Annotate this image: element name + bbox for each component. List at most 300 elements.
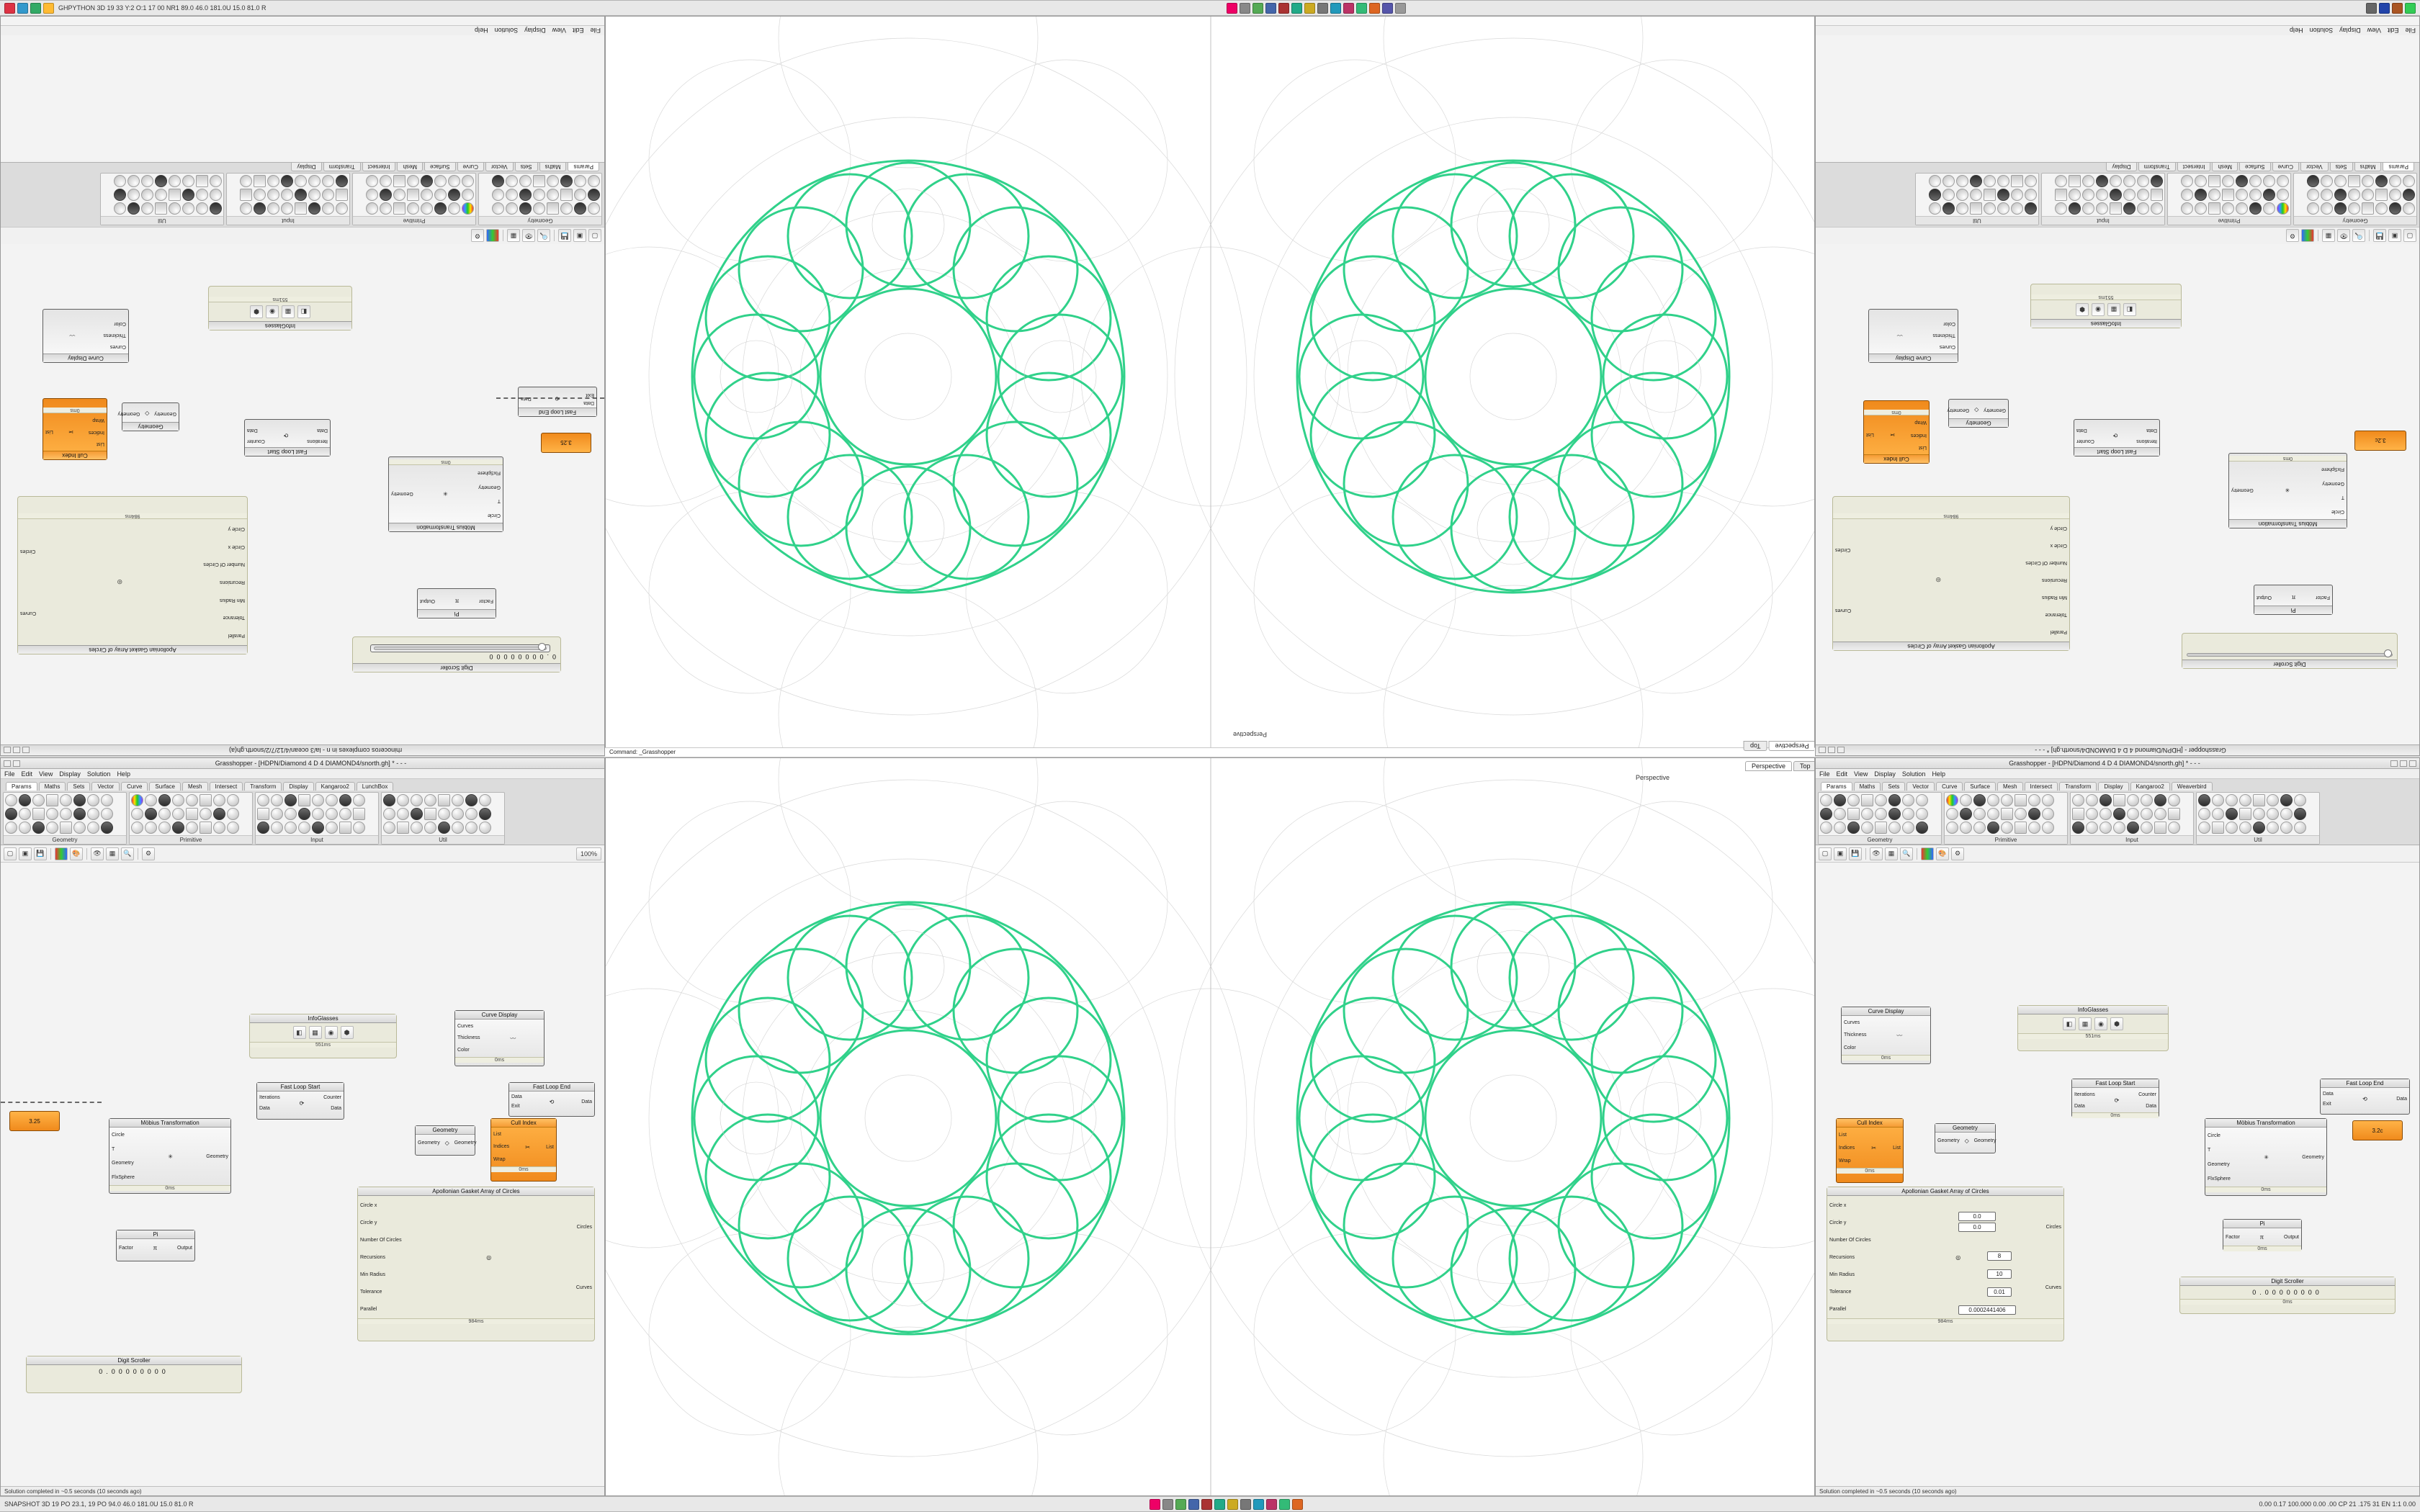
port-data[interactable]: Data bbox=[317, 428, 328, 433]
number-slider-2[interactable] bbox=[2354, 431, 2406, 451]
group-digit-scroller[interactable] bbox=[352, 636, 561, 672]
port-geometry-out[interactable]: Geometry bbox=[454, 1140, 477, 1146]
settings-icon[interactable]: ⚙ bbox=[471, 230, 484, 243]
digit-scroller-value[interactable]: 0.00000000 bbox=[485, 653, 556, 660]
ribbon-tab-intersect[interactable]: Intersect bbox=[2025, 782, 2058, 791]
menu-edit[interactable]: Edit bbox=[572, 27, 584, 35]
ribbon-tab-curve[interactable]: Curve bbox=[2272, 163, 2299, 171]
port-min-radius[interactable]: Min Radius bbox=[2041, 595, 2067, 600]
taskbar-app-icon[interactable] bbox=[1253, 1499, 1264, 1510]
ribbon-tab-intersect[interactable]: Intersect bbox=[210, 782, 243, 791]
ribbon-tab-curve[interactable]: Curve bbox=[457, 163, 484, 171]
ribbon-tab-surface[interactable]: Surface bbox=[424, 163, 456, 171]
port-recursions[interactable]: Recursions bbox=[360, 1254, 386, 1260]
window-bottom-right[interactable] bbox=[1815, 757, 2420, 1496]
window-controls[interactable] bbox=[1819, 747, 1845, 754]
save-icon[interactable]: 💾 bbox=[34, 847, 47, 860]
port-circle-x[interactable]: Circle x bbox=[228, 544, 245, 549]
port-tolerance[interactable]: Tolerance bbox=[1829, 1289, 1852, 1295]
port-counter[interactable]: Counter bbox=[2138, 1092, 2156, 1097]
port-indices[interactable]: Indices bbox=[1839, 1145, 1855, 1151]
port-curves[interactable]: Curves bbox=[20, 611, 37, 616]
ribbon-icons[interactable] bbox=[2043, 175, 2163, 215]
taskbar-app-icon[interactable] bbox=[1162, 1499, 1173, 1510]
settings-icon[interactable]: ⚙ bbox=[142, 847, 155, 860]
menu-view[interactable]: View bbox=[39, 770, 53, 778]
panel-circle-y[interactable]: 0.0 bbox=[1958, 1223, 1996, 1232]
port-geometry[interactable]: Geometry bbox=[2208, 1161, 2230, 1167]
ribbon-tab-maths[interactable]: Maths bbox=[539, 163, 567, 171]
port-color[interactable]: Color bbox=[1844, 1045, 1856, 1050]
component-geometry[interactable] bbox=[117, 402, 179, 431]
infoglasses-icon[interactable]: ⬢ bbox=[2076, 303, 2089, 316]
tab-perspective[interactable]: Perspective bbox=[1745, 761, 1792, 771]
component-pi[interactable] bbox=[2223, 1219, 2302, 1251]
port-thickness[interactable]: Thickness bbox=[1844, 1032, 1867, 1038]
tray-icon[interactable] bbox=[2379, 3, 2390, 14]
component-mobius-transformation[interactable] bbox=[2205, 1118, 2327, 1196]
menu-help[interactable]: Help bbox=[1932, 770, 1945, 778]
port-circle-y[interactable]: Circle y bbox=[1829, 1220, 1847, 1225]
taskbar-app-icon[interactable] bbox=[1395, 3, 1406, 14]
port-geometry[interactable]: Geometry bbox=[478, 484, 501, 490]
taskbar-app-icon[interactable] bbox=[1291, 3, 1302, 14]
port-output[interactable]: Output bbox=[176, 1245, 192, 1251]
component-fast-loop-end[interactable] bbox=[2320, 1079, 2410, 1115]
ribbon-tab-surface[interactable]: Surface bbox=[149, 782, 181, 791]
ribbon-icons[interactable] bbox=[1820, 794, 1940, 834]
group-digit-scroller[interactable] bbox=[2179, 1277, 2396, 1314]
gh-ribbon-br[interactable] bbox=[1816, 779, 2419, 845]
port-geometry-out[interactable]: Geometry bbox=[1947, 408, 1970, 413]
menu-file[interactable]: File bbox=[1819, 770, 1830, 778]
close-icon[interactable] bbox=[2409, 760, 2416, 767]
tab-perspective[interactable]: Perspective bbox=[1769, 741, 1815, 751]
port-circles[interactable]: Circles bbox=[576, 1224, 592, 1230]
ribbon-icons[interactable] bbox=[5, 794, 125, 834]
component-curve-display[interactable] bbox=[454, 1010, 544, 1066]
component-pi[interactable] bbox=[116, 1230, 195, 1261]
port-geometry-out[interactable]: Geometry bbox=[1973, 1138, 1996, 1143]
ribbon-tab-vector[interactable]: Vector bbox=[485, 163, 514, 171]
ribbon-icons[interactable] bbox=[257, 794, 377, 834]
minimize-icon[interactable] bbox=[2390, 760, 2398, 767]
port-data-out[interactable]: Data bbox=[2396, 1096, 2407, 1102]
component-cull-index[interactable] bbox=[42, 398, 107, 460]
port-geometry-out[interactable]: Geometry bbox=[117, 411, 140, 417]
minimize-icon[interactable] bbox=[1837, 747, 1845, 754]
ribbon-tab-sets[interactable]: Sets bbox=[2330, 163, 2353, 171]
color-icon[interactable] bbox=[2301, 230, 2314, 243]
gh-canvas-tr[interactable] bbox=[1815, 248, 2419, 744]
port-number-of-circles[interactable]: Number Of Circles bbox=[360, 1237, 402, 1243]
ribbon-icons[interactable] bbox=[131, 794, 251, 834]
port-list[interactable]: List bbox=[97, 441, 104, 447]
port-t[interactable]: T bbox=[2208, 1147, 2211, 1153]
infoglasses-icon[interactable]: ▦ bbox=[2079, 1017, 2092, 1030]
taskbar-app-icon[interactable] bbox=[1330, 3, 1341, 14]
ribbon-icons[interactable] bbox=[2169, 175, 2289, 215]
port-exit[interactable]: Exit bbox=[511, 1104, 520, 1109]
port-geometry[interactable]: Geometry bbox=[112, 1161, 134, 1166]
ribbon-group[interactable] bbox=[2293, 173, 2417, 225]
group-apollonian-gasket[interactable] bbox=[1832, 496, 2070, 651]
port-circle[interactable]: Circle bbox=[112, 1133, 125, 1138]
port-list[interactable]: List bbox=[493, 1132, 501, 1138]
viewport-tabs-bottom[interactable] bbox=[1745, 761, 1815, 771]
palette-icon[interactable]: 🎨 bbox=[70, 847, 83, 860]
os-taskbar-top[interactable] bbox=[0, 0, 2420, 16]
menu-help[interactable]: Help bbox=[117, 770, 130, 778]
component-mobius-transformation[interactable] bbox=[109, 1118, 231, 1194]
ribbon-group[interactable] bbox=[1915, 173, 2039, 225]
ribbon-tab-maths[interactable]: Maths bbox=[2354, 163, 2382, 171]
color-icon[interactable] bbox=[1921, 847, 1934, 860]
new-icon[interactable]: ▢ bbox=[588, 230, 601, 243]
taskbar-app-icon[interactable] bbox=[1240, 1499, 1251, 1510]
port-geometry[interactable]: Geometry bbox=[418, 1140, 440, 1146]
ribbon-icons[interactable] bbox=[2295, 175, 2415, 215]
ribbon-group[interactable] bbox=[1818, 792, 1942, 845]
window-titlebar[interactable] bbox=[1816, 744, 2419, 755]
component-fast-loop-start[interactable] bbox=[2074, 419, 2160, 456]
tray-icon[interactable] bbox=[17, 3, 28, 14]
save-icon[interactable]: 💾 bbox=[2373, 230, 2386, 243]
port-parallel[interactable]: Parallel bbox=[1829, 1306, 1847, 1312]
port-number-of-circles[interactable]: Number Of Circles bbox=[2025, 560, 2067, 566]
port-number-of-circles[interactable]: Number Of Circles bbox=[203, 562, 245, 567]
port-data-out[interactable]: Data bbox=[2146, 1103, 2156, 1109]
component-fast-loop-start[interactable] bbox=[256, 1082, 344, 1120]
ribbon-tabs[interactable] bbox=[1, 163, 602, 173]
infoglasses-icon[interactable]: ◧ bbox=[2063, 1017, 2076, 1030]
ribbon-tab-display[interactable]: Display bbox=[2106, 163, 2136, 171]
ribbon-tab-curve[interactable]: Curve bbox=[1936, 782, 1963, 791]
component-cull-index[interactable] bbox=[490, 1118, 557, 1182]
zoom-icon[interactable]: 🔍 bbox=[121, 847, 134, 860]
port-geometry-out[interactable]: Geometry bbox=[2231, 487, 2254, 493]
port-exit[interactable]: Exit bbox=[2323, 1101, 2331, 1107]
slider-track[interactable] bbox=[374, 647, 547, 650]
menu-solution[interactable]: Solution bbox=[2309, 27, 2334, 35]
port-exit[interactable]: Exit bbox=[586, 392, 594, 397]
port-circle[interactable]: Circle bbox=[2331, 508, 2344, 514]
color-icon[interactable] bbox=[55, 847, 68, 860]
ribbon-group[interactable] bbox=[352, 173, 476, 225]
settings-icon[interactable]: ⚙ bbox=[2286, 230, 2299, 243]
port-color[interactable]: Color bbox=[114, 321, 126, 327]
port-circle-x[interactable]: Circle x bbox=[2050, 543, 2067, 549]
taskbar-app-icon[interactable] bbox=[1201, 1499, 1212, 1510]
grid-icon[interactable]: ▦ bbox=[507, 230, 520, 243]
port-t[interactable]: T bbox=[112, 1146, 115, 1152]
gh-ribbon-tl[interactable] bbox=[0, 162, 604, 227]
taskbar-app-icon[interactable] bbox=[1382, 3, 1393, 14]
ribbon-tab-surface[interactable]: Surface bbox=[1964, 782, 1996, 791]
window-top-left-mirrored[interactable] bbox=[0, 16, 605, 756]
panel-min-radius[interactable]: 0.01 bbox=[1987, 1287, 2012, 1297]
infoglasses-icon[interactable]: ◧ bbox=[293, 1026, 306, 1039]
port-tolerance[interactable]: Tolerance bbox=[360, 1289, 382, 1295]
gh-ribbon-tr[interactable] bbox=[1815, 162, 2419, 227]
gh-toolbar-tl[interactable] bbox=[0, 227, 604, 244]
number-slider-1[interactable] bbox=[9, 1111, 60, 1131]
settings-icon[interactable]: ⚙ bbox=[1951, 847, 1964, 860]
panel-number-of-circles[interactable]: 8 bbox=[1987, 1251, 2012, 1261]
zoom-icon[interactable]: 🔍 bbox=[2352, 230, 2365, 243]
port-output[interactable]: Output bbox=[2283, 1234, 2299, 1240]
ribbon-tab-display[interactable]: Display bbox=[291, 163, 321, 171]
ribbon-tab-sets[interactable]: Sets bbox=[67, 782, 90, 791]
open-icon[interactable]: ▣ bbox=[1834, 847, 1847, 860]
ribbon-tab-transform[interactable]: Transform bbox=[244, 782, 282, 791]
component-fast-loop-start[interactable] bbox=[2071, 1079, 2159, 1117]
port-indices[interactable]: Indices bbox=[88, 429, 104, 435]
port-counter[interactable]: Counter bbox=[247, 438, 265, 444]
ribbon-icons[interactable] bbox=[480, 175, 600, 215]
port-min-radius[interactable]: Min Radius bbox=[1829, 1272, 1855, 1277]
open-icon[interactable]: ▣ bbox=[573, 230, 586, 243]
ribbon-tab-mesh[interactable]: Mesh bbox=[182, 782, 208, 791]
port-thickness[interactable]: Thickness bbox=[457, 1035, 480, 1041]
ribbon-tab-params[interactable]: Params bbox=[6, 782, 37, 791]
grid-icon[interactable]: ▦ bbox=[106, 847, 119, 860]
ribbon-group[interactable] bbox=[2041, 173, 2165, 225]
port-list-out[interactable]: List bbox=[1866, 432, 1874, 438]
port-data[interactable]: Data bbox=[511, 1094, 522, 1099]
port-curves[interactable]: Curves bbox=[109, 344, 126, 350]
os-taskbar-bottom[interactable] bbox=[0, 1496, 2420, 1512]
group-apollonian-gasket[interactable] bbox=[17, 496, 248, 654]
port-wrap[interactable]: Wrap bbox=[1839, 1158, 1851, 1164]
tab-top[interactable]: Top bbox=[1744, 741, 1767, 751]
menu-file[interactable]: File bbox=[2405, 27, 2416, 35]
port-curves[interactable]: Curves bbox=[1939, 344, 1955, 350]
component-curve-display[interactable] bbox=[1841, 1007, 1931, 1064]
component-geometry[interactable] bbox=[1935, 1123, 1996, 1153]
digit-scroller-slider[interactable] bbox=[370, 644, 550, 652]
infoglasses-icon[interactable]: ◉ bbox=[325, 1026, 338, 1039]
window-controls[interactable] bbox=[4, 747, 30, 754]
gh-menubar-tl[interactable] bbox=[0, 25, 604, 35]
port-curves[interactable]: Curves bbox=[575, 1284, 592, 1290]
infoglasses-icon[interactable]: ▦ bbox=[309, 1026, 322, 1039]
port-iterations[interactable]: Iterations bbox=[259, 1095, 280, 1100]
ribbon-tab-vector[interactable]: Vector bbox=[2300, 163, 2329, 171]
infoglasses-icon[interactable]: ⬢ bbox=[341, 1026, 354, 1039]
grid-icon[interactable]: ▦ bbox=[2322, 230, 2335, 243]
ribbon-tabs[interactable] bbox=[1818, 780, 2417, 791]
ribbon-tabs[interactable] bbox=[3, 780, 602, 791]
taskbar-app-icon[interactable] bbox=[1317, 3, 1328, 14]
port-curves[interactable]: Curves bbox=[457, 1023, 474, 1029]
taskbar-app-icon[interactable] bbox=[1304, 3, 1315, 14]
port-data-out[interactable]: Data bbox=[581, 1099, 592, 1104]
menu-display[interactable]: Display bbox=[59, 770, 81, 778]
ribbon-tab-weaverbird[interactable]: Weaverbird bbox=[2172, 782, 2213, 791]
port-list-out[interactable]: List bbox=[45, 429, 53, 435]
close-icon[interactable] bbox=[4, 760, 11, 767]
port-list[interactable]: List bbox=[1919, 444, 1927, 450]
port-indices[interactable]: Indices bbox=[1910, 432, 1927, 438]
ribbon-tab-intersect[interactable]: Intersect bbox=[362, 163, 396, 171]
menu-display[interactable]: Display bbox=[1874, 770, 1896, 778]
component-geometry[interactable] bbox=[415, 1125, 475, 1156]
port-curves[interactable]: Curves bbox=[1835, 608, 1852, 613]
tray-icon[interactable] bbox=[4, 3, 15, 14]
eye-icon[interactable]: 👁 bbox=[2337, 230, 2350, 243]
taskbar-app-icon[interactable] bbox=[1343, 3, 1354, 14]
window-titlebar[interactable] bbox=[1, 744, 604, 755]
gh-toolbar-tr[interactable] bbox=[1815, 227, 2419, 244]
group-apollonian-gasket[interactable] bbox=[357, 1187, 595, 1341]
port-list-out[interactable]: List bbox=[1893, 1145, 1901, 1151]
ribbon-tab-display[interactable]: Display bbox=[2098, 782, 2128, 791]
rhino-viewport-bottom[interactable] bbox=[605, 757, 1815, 1496]
taskbar-app-icon[interactable] bbox=[1188, 1499, 1199, 1510]
port-factor[interactable]: Factor bbox=[2226, 1234, 2240, 1240]
tray-icon[interactable] bbox=[43, 3, 54, 14]
taskbar-app-icon[interactable] bbox=[1265, 3, 1276, 14]
infoglasses-icon[interactable]: ▦ bbox=[2107, 303, 2120, 316]
ribbon-tabs[interactable] bbox=[1816, 163, 2417, 173]
infoglasses-icon[interactable]: ◧ bbox=[2123, 303, 2136, 316]
gh-toolbar-bl[interactable] bbox=[1, 845, 604, 863]
port-t[interactable]: T bbox=[497, 498, 501, 504]
ribbon-tab-params[interactable]: Params bbox=[568, 163, 599, 171]
port-circle-y[interactable]: Circle y bbox=[2050, 526, 2067, 531]
port-iterations[interactable]: Iterations bbox=[2074, 1092, 2095, 1097]
port-color[interactable]: Color bbox=[457, 1048, 470, 1053]
save-icon[interactable]: 💾 bbox=[558, 230, 571, 243]
port-list-out[interactable]: List bbox=[546, 1144, 554, 1150]
open-icon[interactable]: ▣ bbox=[2388, 230, 2401, 243]
component-mobius-transformation[interactable] bbox=[388, 456, 503, 532]
menu-help[interactable]: Help bbox=[475, 27, 488, 35]
maximize-icon[interactable] bbox=[2400, 760, 2407, 767]
gh-toolbar-br[interactable] bbox=[1816, 845, 2419, 863]
window-bottom-left[interactable] bbox=[0, 757, 605, 1496]
taskbar-app-icon[interactable] bbox=[1227, 3, 1237, 14]
port-curves[interactable]: Curves bbox=[2045, 1284, 2061, 1290]
gh-canvas-tl[interactable] bbox=[0, 248, 604, 744]
port-iterations[interactable]: Iterations bbox=[307, 438, 328, 444]
open-icon[interactable]: ▣ bbox=[19, 847, 32, 860]
infoglasses-icon[interactable]: ◉ bbox=[266, 305, 279, 318]
component-pi[interactable] bbox=[417, 588, 496, 618]
port-flxsphere[interactable]: FlxSphere bbox=[478, 470, 501, 476]
window-titlebar[interactable] bbox=[1, 758, 604, 769]
port-geometry[interactable]: Geometry bbox=[2322, 480, 2344, 486]
digit-scroller-value[interactable]: 0.00000000 bbox=[2252, 1289, 2323, 1296]
ribbon-tab-mesh[interactable]: Mesh bbox=[397, 163, 423, 171]
color-icon[interactable] bbox=[486, 230, 499, 243]
window-top-right-mirrored[interactable] bbox=[1815, 16, 2420, 756]
port-circle[interactable]: Circle bbox=[488, 512, 501, 518]
port-parallel[interactable]: Parallel bbox=[360, 1306, 377, 1312]
ribbon-tab-sets[interactable]: Sets bbox=[515, 163, 538, 171]
gh-canvas-bl[interactable] bbox=[1, 935, 605, 1482]
port-wrap[interactable]: Wrap bbox=[1914, 420, 1927, 426]
infoglasses-icon[interactable]: ▦ bbox=[282, 305, 295, 318]
rhino-command-line[interactable] bbox=[605, 747, 1815, 757]
port-min-radius[interactable]: Min Radius bbox=[219, 597, 245, 603]
ribbon-icons[interactable] bbox=[2072, 794, 2192, 834]
taskbar-app-icon[interactable] bbox=[1175, 1499, 1186, 1510]
ribbon-icons[interactable] bbox=[2198, 794, 2318, 834]
port-circle-x[interactable]: Circle x bbox=[360, 1202, 377, 1208]
menu-view[interactable]: View bbox=[552, 27, 566, 35]
port-factor[interactable]: Factor bbox=[479, 598, 493, 604]
ribbon-group[interactable] bbox=[381, 792, 505, 845]
port-output[interactable]: Output bbox=[2257, 595, 2272, 600]
tab-top[interactable]: Top bbox=[1793, 761, 1815, 771]
port-recursions[interactable]: Recursions bbox=[219, 580, 245, 585]
ribbon-icons[interactable] bbox=[383, 794, 503, 834]
slider-track[interactable] bbox=[2187, 653, 2393, 657]
viewport-tabs-top[interactable] bbox=[1744, 741, 1815, 751]
port-t[interactable]: T bbox=[2341, 495, 2344, 500]
new-icon[interactable]: ▢ bbox=[1819, 847, 1832, 860]
component-curve-display[interactable] bbox=[42, 309, 129, 363]
taskbar-app-icon[interactable] bbox=[1278, 3, 1289, 14]
port-geometry[interactable]: Geometry bbox=[1937, 1138, 1960, 1143]
eye-icon[interactable]: 👁 bbox=[1870, 847, 1883, 860]
group-digit-scroller[interactable] bbox=[2182, 633, 2398, 669]
taskbar-app-icon[interactable] bbox=[1279, 1499, 1290, 1510]
taskbar-app-icon[interactable] bbox=[1252, 3, 1263, 14]
ribbon-group[interactable] bbox=[129, 792, 253, 845]
port-recursions[interactable]: Recursions bbox=[1829, 1254, 1855, 1260]
port-geometry-out[interactable]: Geometry bbox=[2302, 1154, 2324, 1160]
port-circle-y[interactable]: Circle y bbox=[228, 526, 245, 531]
component-fast-loop-end[interactable] bbox=[508, 1082, 595, 1117]
ribbon-tab-transform[interactable]: Transform bbox=[323, 163, 361, 171]
port-data[interactable]: Data bbox=[583, 400, 594, 405]
rhino-viewport-top[interactable] bbox=[605, 16, 1815, 756]
menu-display[interactable]: Display bbox=[524, 27, 546, 35]
infoglasses-icon[interactable]: ◧ bbox=[297, 305, 310, 318]
ribbon-group[interactable] bbox=[2070, 792, 2194, 845]
window-controls[interactable] bbox=[4, 760, 20, 767]
port-iterations[interactable]: Iterations bbox=[2136, 438, 2157, 444]
taskbar-app-icon[interactable] bbox=[1266, 1499, 1277, 1510]
ribbon-icons[interactable] bbox=[228, 175, 348, 215]
window-titlebar[interactable] bbox=[1816, 758, 2419, 769]
ribbon-icons[interactable] bbox=[102, 175, 222, 215]
ribbon-tab-kangaroo2[interactable]: Kangaroo2 bbox=[315, 782, 355, 791]
tray-center[interactable] bbox=[1227, 3, 1406, 14]
minimize-icon[interactable] bbox=[22, 747, 30, 754]
component-infoglasses[interactable] bbox=[249, 1014, 397, 1058]
digit-scroller-value[interactable]: 0.00000000 bbox=[99, 1368, 169, 1375]
ribbon-icons[interactable] bbox=[354, 175, 474, 215]
ribbon-group[interactable] bbox=[226, 173, 350, 225]
window-controls[interactable] bbox=[2390, 760, 2416, 767]
port-parallel[interactable]: Parallel bbox=[228, 633, 245, 639]
port-circles[interactable]: Circles bbox=[1835, 547, 1851, 553]
port-data[interactable]: Data bbox=[2146, 428, 2157, 433]
port-data[interactable]: Data bbox=[2323, 1091, 2334, 1097]
component-infoglasses[interactable] bbox=[208, 286, 352, 330]
menu-display[interactable]: Display bbox=[2339, 27, 2361, 35]
port-flxsphere[interactable]: FlxSphere bbox=[112, 1174, 135, 1180]
ribbon-tab-maths[interactable]: Maths bbox=[1854, 782, 1881, 791]
ribbon-tab-lunchbox[interactable]: LunchBox bbox=[357, 782, 394, 791]
port-curves[interactable]: Curves bbox=[1844, 1020, 1860, 1026]
port-circles[interactable]: Circles bbox=[2045, 1224, 2061, 1230]
menu-view[interactable]: View bbox=[2367, 27, 2381, 35]
